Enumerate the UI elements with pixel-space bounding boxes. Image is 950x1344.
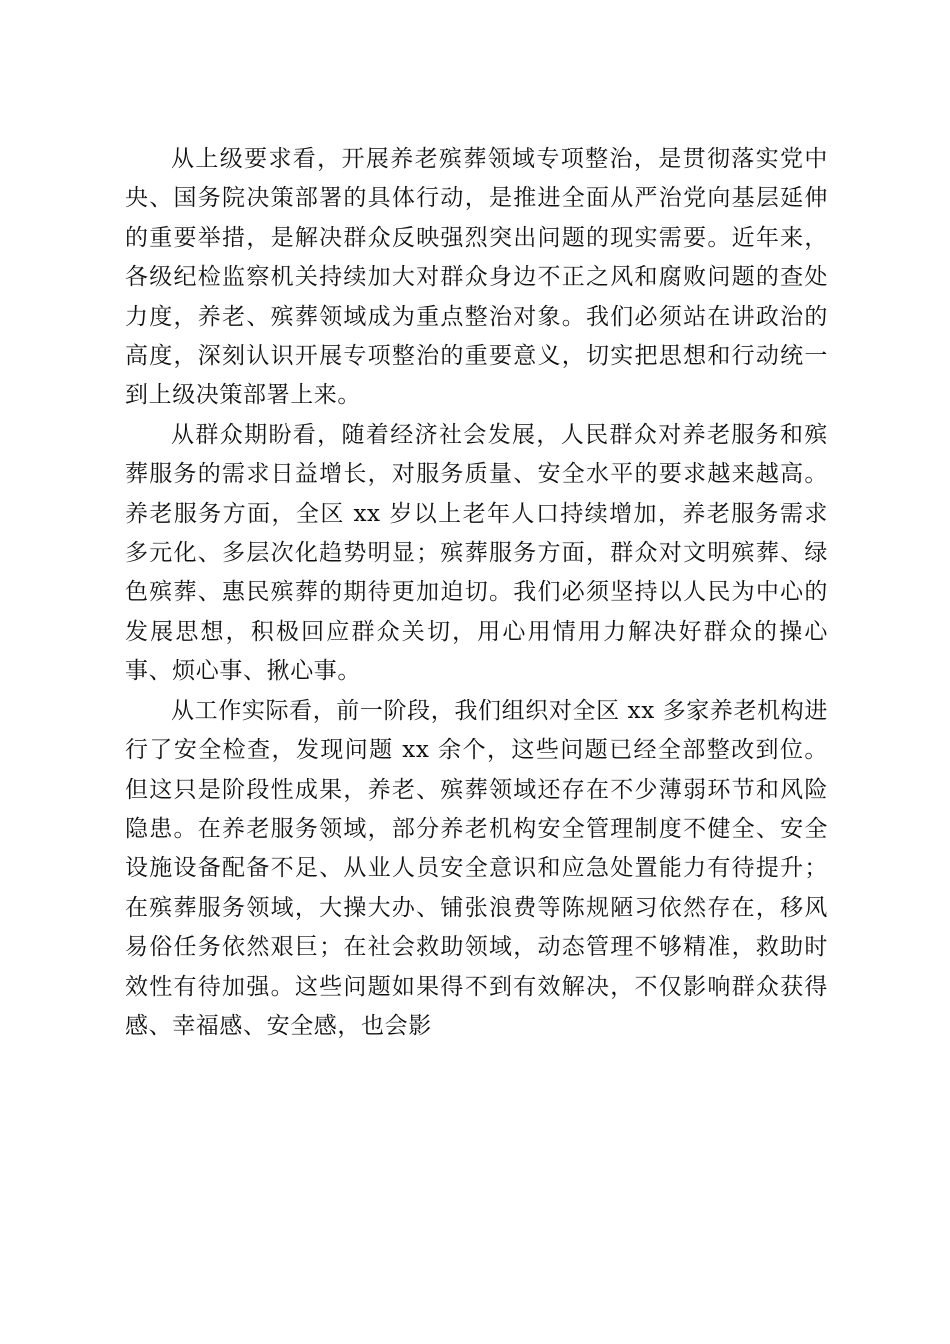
paragraph-work-reality: 从工作实际看，前一阶段，我们组织对全区 xx 多家养老机构进行了安全检查，发现问题 xx 余个，这些问题已经全部整改到位。但这只是阶段性成果，养老、殡葬领域还存在不少薄弱环节和风险隐患。在养老服务领域，部分养老机构安全管理制度不健全、安全设施设备配备不足、从业人员安全意识和应急处置能力有待提升；在殡葬服务领域，大操大办、铺张浪费等陈规陋习依然存在，移风易俗任务依然艰巨；在社会救助领域，动态管理不够精准，救助时效性有待加强。这些问题如果得不到有效解决，不仅影响群众获得感、幸福感、安全感，也会影: [125, 697, 828, 1039]
paragraph-public-expectations: 从群众期盼看，随着经济社会发展，人民群众对养老服务和殡葬服务的需求日益增长，对服务质量、安全水平的要求越来越高。养老服务方面，全区 xx 岁以上老年人口持续增加，养老服务需求多元化、多层次化趋势明显；殡葬服务方面，群众对文明殡葬、绿色殡葬、惠民殡葬的期待更加迫切。我们必须坚持以人民为中心的发展思想，积极回应群众关切，用心用情用力解决好群众的操心事、烦心事、揪心事。: [125, 421, 828, 685]
document-body: [125, 140, 828, 1046]
paragraph-superior-requirements: 从上级要求看，开展养老殡葬领域专项整治，是贯彻落实党中央、国务院决策部署的具体行动，是推进全面从严治党向基层延伸的重要举措，是解决群众反映强烈突出问题的现实需要。近年来，各级纪检监察机关持续加大对群众身边不正之风和腐败问题的查处力度，养老、殡葬领域成为重点整治对象。我们必须站在讲政治的高度，深刻认识开展专项整治的重要意义，切实把思想和行动统一到上级决策部署上来。: [125, 146, 828, 409]
